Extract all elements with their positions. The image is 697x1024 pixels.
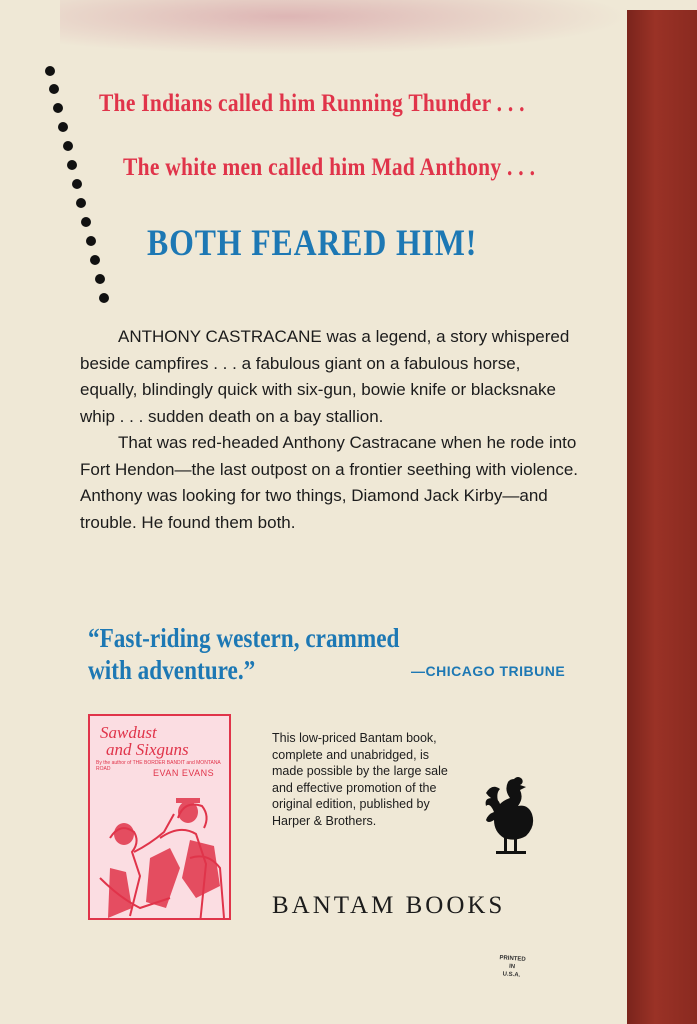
stamp-line: U.S.A. <box>502 971 521 979</box>
cover-stain <box>60 0 630 55</box>
publisher-name: BANTAM BOOKS <box>272 892 506 919</box>
decorative-dot <box>90 255 100 265</box>
decorative-dot <box>72 179 82 189</box>
stamp-line: IN <box>508 963 516 971</box>
mini-book-title <box>100 724 189 758</box>
decorative-dot <box>58 122 68 132</box>
mini-book-author: EVAN EVANS <box>153 768 215 778</box>
mini-book-subtitle: By the author of THE BORDER BANDIT and MONTANA ROAD <box>96 760 221 772</box>
blurb-paragraph: ANTHONY CASTRACANE was a legend, a story whispered beside campfires . . . a fabulous giant on a fabulous horse, equally, blindingly quick with six-gun, bowie knife or blacksnake whip . . . sudden death on a bay stallion. <box>80 327 570 426</box>
review-quote: “Fast-riding western, crammed with adventure.” <box>88 623 400 685</box>
gunfight-illustration <box>90 778 231 920</box>
spine-edge <box>627 10 697 1024</box>
decorative-dot <box>95 274 105 284</box>
tagline-running-thunder: The Indians called him Running Thunder . . . <box>99 90 525 117</box>
edition-notice: This low-priced Bantam book, complete and unabridged, is made possible by the large sale and effective promotion of the original edition, published by Harper & Brothers. <box>272 731 448 828</box>
blurb-paragraph: That was red-headed Anthony Castracane when he rode into Fort Hendon—the last outpost on a frontier seething with violence. Anthony was looking for two things, Diamond Jack Kirby—and trouble. He found them both. <box>80 433 579 532</box>
blurb-text <box>80 324 580 536</box>
mini-book-title-line: and Sixguns <box>106 740 189 759</box>
rooster-icon <box>484 775 540 861</box>
decorative-dot <box>81 217 91 227</box>
decorative-dot <box>53 103 63 113</box>
headline: BOTH FEARED HIM! <box>147 223 478 264</box>
decorative-dot <box>67 160 77 170</box>
tagline-mad-anthony: The white men called him Mad Anthony . . . <box>123 154 536 181</box>
decorative-dot <box>63 141 73 151</box>
quote-attribution: —CHICAGO TRIBUNE <box>411 663 566 679</box>
stamp-line: PRINTED <box>499 955 526 963</box>
decorative-dot <box>49 84 59 94</box>
mini-book-title-line: Sawdust <box>100 723 157 742</box>
decorative-dot <box>76 198 86 208</box>
decorative-dot <box>45 66 55 76</box>
decorative-dot <box>99 293 109 303</box>
decorative-dot <box>86 236 96 246</box>
mini-book-cover <box>88 714 231 920</box>
printed-in-usa-stamp <box>486 953 538 980</box>
